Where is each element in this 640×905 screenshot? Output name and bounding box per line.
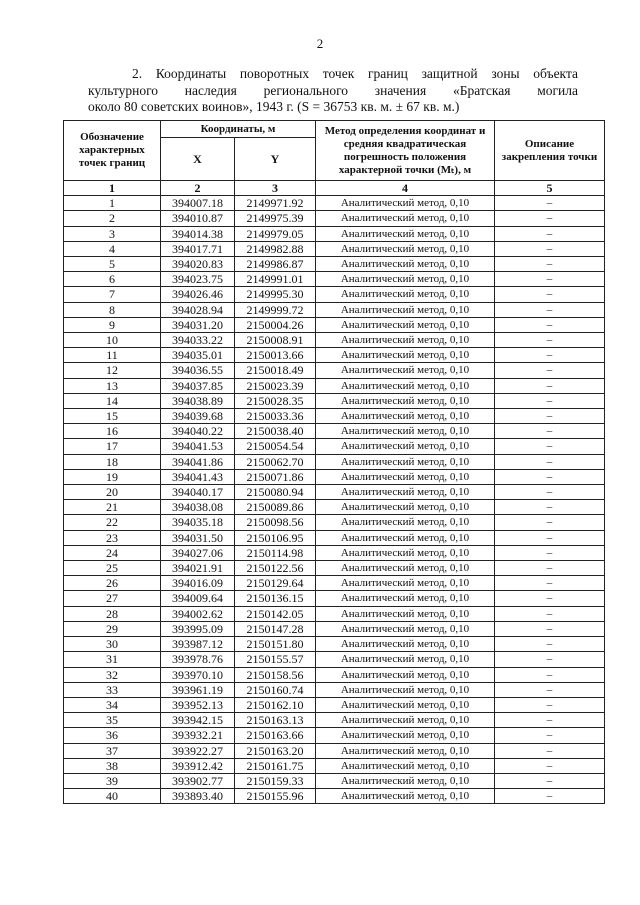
point-number: 5 bbox=[64, 257, 161, 272]
coord-x: 394038.08 bbox=[161, 500, 235, 515]
coord-x: 393893.40 bbox=[161, 789, 235, 804]
fixing-description: – bbox=[495, 257, 605, 272]
coord-y: 2149975.39 bbox=[235, 211, 316, 226]
table-row bbox=[64, 439, 605, 454]
point-number: 4 bbox=[64, 241, 161, 256]
point-number: 2 bbox=[64, 211, 161, 226]
table-row bbox=[64, 485, 605, 500]
method-accuracy: Аналитический метод, 0,10 bbox=[316, 317, 495, 332]
point-number: 33 bbox=[64, 682, 161, 697]
fixing-description: – bbox=[495, 591, 605, 606]
method-accuracy: Аналитический метод, 0,10 bbox=[316, 743, 495, 758]
coord-x: 393970.10 bbox=[161, 667, 235, 682]
table-row bbox=[64, 241, 605, 256]
coord-y: 2149995.30 bbox=[235, 287, 316, 302]
method-accuracy: Аналитический метод, 0,10 bbox=[316, 652, 495, 667]
table-row bbox=[64, 743, 605, 758]
coord-x: 394031.50 bbox=[161, 530, 235, 545]
heading-line-3: около 80 советских воинов», 1943 г. (S = 36753 кв. м. ± 67 кв. м.) bbox=[88, 99, 460, 114]
table-row bbox=[64, 348, 605, 363]
coord-y: 2149999.72 bbox=[235, 302, 316, 317]
coord-x: 394021.91 bbox=[161, 561, 235, 576]
coord-y: 2150018.49 bbox=[235, 363, 316, 378]
method-accuracy: Аналитический метод, 0,10 bbox=[316, 439, 495, 454]
coord-x: 394026.46 bbox=[161, 287, 235, 302]
fixing-description: – bbox=[495, 545, 605, 560]
table-row bbox=[64, 196, 605, 211]
coord-y: 2150161.75 bbox=[235, 758, 316, 773]
coord-x: 394036.55 bbox=[161, 363, 235, 378]
fixing-description: – bbox=[495, 667, 605, 682]
table-row bbox=[64, 500, 605, 515]
coord-x: 394039.68 bbox=[161, 409, 235, 424]
document-heading bbox=[88, 66, 578, 116]
method-accuracy: Аналитический метод, 0,10 bbox=[316, 348, 495, 363]
point-number: 12 bbox=[64, 363, 161, 378]
table-row bbox=[64, 789, 605, 804]
coord-y: 2150028.35 bbox=[235, 393, 316, 408]
coord-y: 2150023.39 bbox=[235, 378, 316, 393]
fixing-description: – bbox=[495, 424, 605, 439]
column-number-row bbox=[64, 181, 605, 196]
method-accuracy: Аналитический метод, 0,10 bbox=[316, 789, 495, 804]
coord-y: 2150106.95 bbox=[235, 530, 316, 545]
method-accuracy: Аналитический метод, 0,10 bbox=[316, 485, 495, 500]
table-row bbox=[64, 728, 605, 743]
heading-line-1: 2. Координаты поворотных точек границ защитной зоны объекта bbox=[132, 66, 578, 81]
coord-x: 394016.09 bbox=[161, 576, 235, 591]
point-number: 31 bbox=[64, 652, 161, 667]
fixing-description: – bbox=[495, 469, 605, 484]
coord-y: 2149971.92 bbox=[235, 196, 316, 211]
table-row bbox=[64, 211, 605, 226]
fixing-description: – bbox=[495, 515, 605, 530]
point-number: 15 bbox=[64, 409, 161, 424]
coord-x: 394040.17 bbox=[161, 485, 235, 500]
point-number: 14 bbox=[64, 393, 161, 408]
method-accuracy: Аналитический метод, 0,10 bbox=[316, 697, 495, 712]
coord-x: 393932.21 bbox=[161, 728, 235, 743]
method-accuracy: Аналитический метод, 0,10 bbox=[316, 469, 495, 484]
coord-y: 2150160.74 bbox=[235, 682, 316, 697]
point-number: 9 bbox=[64, 317, 161, 332]
coord-y: 2150162.10 bbox=[235, 697, 316, 712]
method-accuracy: Аналитический метод, 0,10 bbox=[316, 576, 495, 591]
method-accuracy: Аналитический метод, 0,10 bbox=[316, 424, 495, 439]
coord-x: 394038.89 bbox=[161, 393, 235, 408]
table-row bbox=[64, 606, 605, 621]
method-accuracy: Аналитический метод, 0,10 bbox=[316, 591, 495, 606]
fixing-description: – bbox=[495, 439, 605, 454]
table-row bbox=[64, 454, 605, 469]
method-accuracy: Аналитический метод, 0,10 bbox=[316, 515, 495, 530]
point-number: 24 bbox=[64, 545, 161, 560]
table-row bbox=[64, 545, 605, 560]
table-row bbox=[64, 469, 605, 484]
fixing-description: – bbox=[495, 241, 605, 256]
table-row bbox=[64, 621, 605, 636]
table-row bbox=[64, 287, 605, 302]
method-accuracy: Аналитический метод, 0,10 bbox=[316, 682, 495, 697]
table-row bbox=[64, 758, 605, 773]
method-accuracy: Аналитический метод, 0,10 bbox=[316, 272, 495, 287]
coord-x: 394010.87 bbox=[161, 211, 235, 226]
coord-x: 393978.76 bbox=[161, 652, 235, 667]
point-number: 11 bbox=[64, 348, 161, 363]
table-row bbox=[64, 378, 605, 393]
fixing-description: – bbox=[495, 393, 605, 408]
point-number: 8 bbox=[64, 302, 161, 317]
table-row bbox=[64, 667, 605, 682]
coord-y: 2150062.70 bbox=[235, 454, 316, 469]
table-row bbox=[64, 773, 605, 788]
point-number: 10 bbox=[64, 333, 161, 348]
fixing-description: – bbox=[495, 713, 605, 728]
method-accuracy: Аналитический метод, 0,10 bbox=[316, 287, 495, 302]
fixing-description: – bbox=[495, 743, 605, 758]
method-accuracy: Аналитический метод, 0,10 bbox=[316, 378, 495, 393]
coord-y: 2150080.94 bbox=[235, 485, 316, 500]
fixing-description: – bbox=[495, 363, 605, 378]
table-row bbox=[64, 591, 605, 606]
coord-x: 393987.12 bbox=[161, 637, 235, 652]
coord-y: 2150163.20 bbox=[235, 743, 316, 758]
coord-y: 2150163.66 bbox=[235, 728, 316, 743]
table-row bbox=[64, 257, 605, 272]
table-row bbox=[64, 530, 605, 545]
fixing-description: – bbox=[495, 500, 605, 515]
fixing-description: – bbox=[495, 697, 605, 712]
coord-y: 2149979.05 bbox=[235, 226, 316, 241]
table-row bbox=[64, 409, 605, 424]
coord-x: 394031.20 bbox=[161, 317, 235, 332]
coord-x: 394037.85 bbox=[161, 378, 235, 393]
method-accuracy: Аналитический метод, 0,10 bbox=[316, 713, 495, 728]
table-row bbox=[64, 226, 605, 241]
table-row bbox=[64, 393, 605, 408]
point-number: 13 bbox=[64, 378, 161, 393]
method-accuracy: Аналитический метод, 0,10 bbox=[316, 454, 495, 469]
fixing-description: – bbox=[495, 652, 605, 667]
column-number: 3 bbox=[235, 181, 316, 196]
method-accuracy: Аналитический метод, 0,10 bbox=[316, 530, 495, 545]
table-row bbox=[64, 333, 605, 348]
column-number: 5 bbox=[495, 181, 605, 196]
table-row bbox=[64, 697, 605, 712]
header-fixing-description: Описание закрепления точки bbox=[495, 121, 605, 181]
coord-x: 394002.62 bbox=[161, 606, 235, 621]
coord-x: 394035.18 bbox=[161, 515, 235, 530]
point-number: 36 bbox=[64, 728, 161, 743]
coord-y: 2150013.66 bbox=[235, 348, 316, 363]
method-accuracy: Аналитический метод, 0,10 bbox=[316, 637, 495, 652]
point-number: 29 bbox=[64, 621, 161, 636]
coord-y: 2149986.87 bbox=[235, 257, 316, 272]
coord-y: 2150142.05 bbox=[235, 606, 316, 621]
point-number: 23 bbox=[64, 530, 161, 545]
fixing-description: – bbox=[495, 226, 605, 241]
coord-y: 2150147.28 bbox=[235, 621, 316, 636]
point-number: 37 bbox=[64, 743, 161, 758]
method-accuracy: Аналитический метод, 0,10 bbox=[316, 606, 495, 621]
fixing-description: – bbox=[495, 317, 605, 332]
point-number: 18 bbox=[64, 454, 161, 469]
method-accuracy: Аналитический метод, 0,10 bbox=[316, 667, 495, 682]
coord-y: 2150071.86 bbox=[235, 469, 316, 484]
coord-y: 2150098.56 bbox=[235, 515, 316, 530]
coord-x: 393995.09 bbox=[161, 621, 235, 636]
method-accuracy: Аналитический метод, 0,10 bbox=[316, 393, 495, 408]
coord-y: 2150129.64 bbox=[235, 576, 316, 591]
coord-y: 2150008.91 bbox=[235, 333, 316, 348]
method-accuracy: Аналитический метод, 0,10 bbox=[316, 241, 495, 256]
fixing-description: – bbox=[495, 758, 605, 773]
point-number: 1 bbox=[64, 196, 161, 211]
coord-x: 394009.64 bbox=[161, 591, 235, 606]
point-number: 30 bbox=[64, 637, 161, 652]
coord-x: 394041.43 bbox=[161, 469, 235, 484]
column-number: 4 bbox=[316, 181, 495, 196]
point-number: 19 bbox=[64, 469, 161, 484]
coord-x: 393952.13 bbox=[161, 697, 235, 712]
fixing-description: – bbox=[495, 287, 605, 302]
fixing-description: – bbox=[495, 637, 605, 652]
table-row bbox=[64, 424, 605, 439]
coord-x: 393961.19 bbox=[161, 682, 235, 697]
table-row bbox=[64, 576, 605, 591]
coord-x: 393942.15 bbox=[161, 713, 235, 728]
coord-y: 2150158.56 bbox=[235, 667, 316, 682]
point-number: 3 bbox=[64, 226, 161, 241]
coord-y: 2149982.88 bbox=[235, 241, 316, 256]
point-number: 34 bbox=[64, 697, 161, 712]
fixing-description: – bbox=[495, 561, 605, 576]
fixing-description: – bbox=[495, 728, 605, 743]
coord-x: 394014.38 bbox=[161, 226, 235, 241]
fixing-description: – bbox=[495, 454, 605, 469]
table-row bbox=[64, 317, 605, 332]
method-accuracy: Аналитический метод, 0,10 bbox=[316, 545, 495, 560]
point-number: 21 bbox=[64, 500, 161, 515]
table-row bbox=[64, 713, 605, 728]
fixing-description: – bbox=[495, 621, 605, 636]
fixing-description: – bbox=[495, 789, 605, 804]
method-accuracy: Аналитический метод, 0,10 bbox=[316, 500, 495, 515]
point-number: 20 bbox=[64, 485, 161, 500]
heading-line-2: культурного наследия регионального значения «Братская могила bbox=[88, 82, 578, 98]
fixing-description: – bbox=[495, 530, 605, 545]
table-row bbox=[64, 302, 605, 317]
method-accuracy: Аналитический метод, 0,10 bbox=[316, 773, 495, 788]
fixing-description: – bbox=[495, 682, 605, 697]
header-x: X bbox=[161, 138, 235, 181]
coord-x: 394028.94 bbox=[161, 302, 235, 317]
point-number: 25 bbox=[64, 561, 161, 576]
header-method: Метод определения координат и средняя квадратическая погрешность положения характерной точки (Mₜ), м bbox=[316, 121, 495, 181]
coord-x: 394027.06 bbox=[161, 545, 235, 560]
method-accuracy: Аналитический метод, 0,10 bbox=[316, 226, 495, 241]
fixing-description: – bbox=[495, 409, 605, 424]
column-number: 1 bbox=[64, 181, 161, 196]
table-row bbox=[64, 561, 605, 576]
method-accuracy: Аналитический метод, 0,10 bbox=[316, 728, 495, 743]
fixing-description: – bbox=[495, 272, 605, 287]
page-number: 2 bbox=[316, 36, 324, 51]
coord-y: 2150136.15 bbox=[235, 591, 316, 606]
header-y: Y bbox=[235, 138, 316, 181]
method-accuracy: Аналитический метод, 0,10 bbox=[316, 561, 495, 576]
fixing-description: – bbox=[495, 333, 605, 348]
coord-y: 2150033.36 bbox=[235, 409, 316, 424]
coord-x: 394035.01 bbox=[161, 348, 235, 363]
table-row bbox=[64, 272, 605, 287]
coord-x: 393912.42 bbox=[161, 758, 235, 773]
fixing-description: – bbox=[495, 485, 605, 500]
method-accuracy: Аналитический метод, 0,10 bbox=[316, 758, 495, 773]
coord-x: 394017.71 bbox=[161, 241, 235, 256]
coordinates-table bbox=[63, 120, 605, 804]
point-number: 39 bbox=[64, 773, 161, 788]
coord-x: 393922.27 bbox=[161, 743, 235, 758]
point-number: 35 bbox=[64, 713, 161, 728]
coord-y: 2150151.80 bbox=[235, 637, 316, 652]
coord-y: 2150114.98 bbox=[235, 545, 316, 560]
coord-y: 2150163.13 bbox=[235, 713, 316, 728]
coord-x: 394020.83 bbox=[161, 257, 235, 272]
fixing-description: – bbox=[495, 773, 605, 788]
point-number: 27 bbox=[64, 591, 161, 606]
coord-y: 2149991.01 bbox=[235, 272, 316, 287]
coord-y: 2150054.54 bbox=[235, 439, 316, 454]
coord-y: 2150038.40 bbox=[235, 424, 316, 439]
fixing-description: – bbox=[495, 211, 605, 226]
table-row bbox=[64, 652, 605, 667]
coord-y: 2150089.86 bbox=[235, 500, 316, 515]
method-accuracy: Аналитический метод, 0,10 bbox=[316, 302, 495, 317]
method-accuracy: Аналитический метод, 0,10 bbox=[316, 409, 495, 424]
method-accuracy: Аналитический метод, 0,10 bbox=[316, 257, 495, 272]
point-number: 6 bbox=[64, 272, 161, 287]
point-number: 32 bbox=[64, 667, 161, 682]
coord-x: 394023.75 bbox=[161, 272, 235, 287]
point-number: 22 bbox=[64, 515, 161, 530]
coord-y: 2150122.56 bbox=[235, 561, 316, 576]
point-number: 17 bbox=[64, 439, 161, 454]
column-number: 2 bbox=[161, 181, 235, 196]
fixing-description: – bbox=[495, 606, 605, 621]
table-row bbox=[64, 682, 605, 697]
point-number: 26 bbox=[64, 576, 161, 591]
header-coordinates: Координаты, м bbox=[161, 121, 316, 138]
coord-x: 394041.86 bbox=[161, 454, 235, 469]
coord-y: 2150155.57 bbox=[235, 652, 316, 667]
table-row bbox=[64, 637, 605, 652]
point-number: 28 bbox=[64, 606, 161, 621]
method-accuracy: Аналитический метод, 0,10 bbox=[316, 621, 495, 636]
coord-y: 2150155.96 bbox=[235, 789, 316, 804]
method-accuracy: Аналитический метод, 0,10 bbox=[316, 211, 495, 226]
fixing-description: – bbox=[495, 348, 605, 363]
coord-x: 394007.18 bbox=[161, 196, 235, 211]
fixing-description: – bbox=[495, 196, 605, 211]
table-row bbox=[64, 363, 605, 378]
coord-x: 393902.77 bbox=[161, 773, 235, 788]
method-accuracy: Аналитический метод, 0,10 bbox=[316, 196, 495, 211]
point-number: 7 bbox=[64, 287, 161, 302]
method-accuracy: Аналитический метод, 0,10 bbox=[316, 333, 495, 348]
header-point-designation: Обозначение характерных точек границ bbox=[64, 121, 161, 181]
point-number: 40 bbox=[64, 789, 161, 804]
table-body bbox=[64, 181, 605, 804]
fixing-description: – bbox=[495, 378, 605, 393]
point-number: 38 bbox=[64, 758, 161, 773]
coord-x: 394040.22 bbox=[161, 424, 235, 439]
coord-x: 394033.22 bbox=[161, 333, 235, 348]
method-accuracy: Аналитический метод, 0,10 bbox=[316, 363, 495, 378]
coord-y: 2150004.26 bbox=[235, 317, 316, 332]
table-row bbox=[64, 515, 605, 530]
fixing-description: – bbox=[495, 576, 605, 591]
coord-y: 2150159.33 bbox=[235, 773, 316, 788]
fixing-description: – bbox=[495, 302, 605, 317]
coord-x: 394041.53 bbox=[161, 439, 235, 454]
point-number: 16 bbox=[64, 424, 161, 439]
